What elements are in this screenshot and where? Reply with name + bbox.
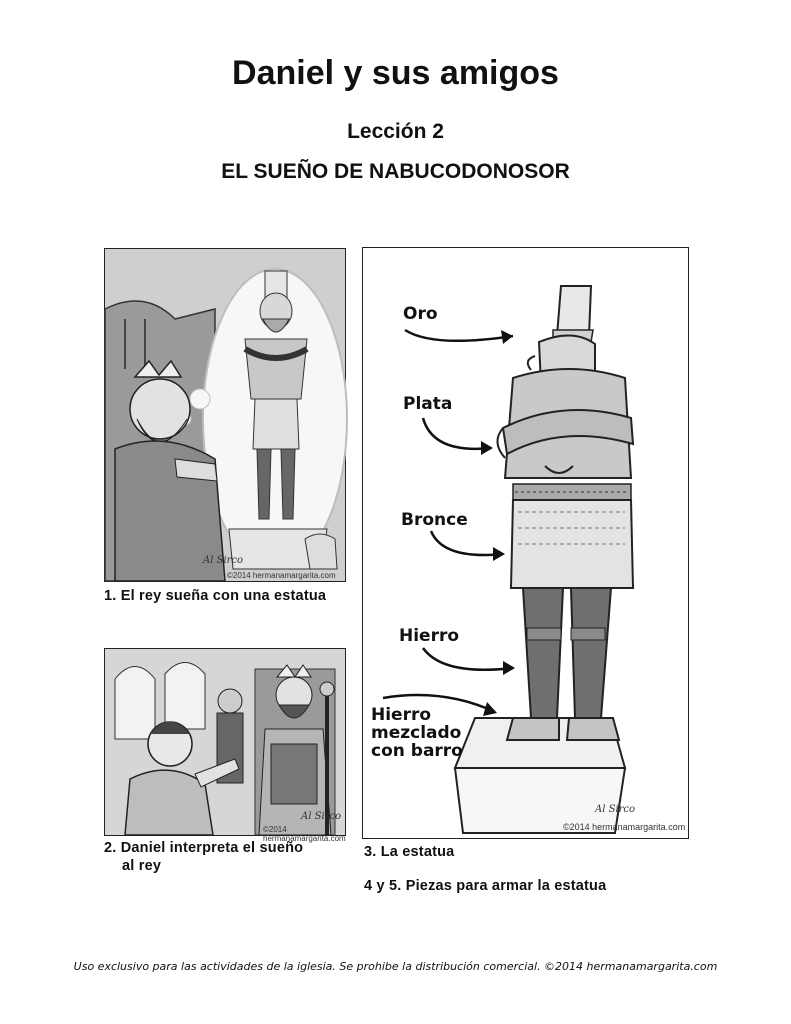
- page-footer: Uso exclusivo para las actividades de la iglesia. Se prohibe la distribución comercial. ©2014 hermanamargarita.com: [73, 960, 718, 973]
- daniel-interprets-illustration: [105, 649, 345, 835]
- copyright-watermark: ©2014 hermanamargarita.com: [263, 825, 346, 843]
- panel-2-caption-line-2: al rey: [122, 858, 162, 874]
- pieces-caption: 4 y 5. Piezas para armar la estatua: [364, 878, 607, 894]
- label-iron: Hierro: [399, 626, 460, 646]
- panel-2-caption-line-1: 2. Daniel interpreta el sueño: [104, 840, 304, 856]
- label-silver: Plata: [403, 394, 453, 414]
- label-bronze: Bronce: [401, 510, 468, 530]
- artist-signature: Al Sirco: [203, 555, 244, 566]
- artist-signature: Al Sirco: [595, 804, 636, 815]
- king-dreaming-illustration: [105, 249, 345, 581]
- lesson-number: Lección 2: [347, 120, 444, 143]
- label-iron-clay-3: con barro: [371, 741, 463, 761]
- panel-daniel-interprets: [104, 648, 346, 843]
- panel-1-caption: 1. El rey sueña con una estatua: [104, 588, 327, 604]
- copyright-watermark: ©2014 hermanamargarita.com: [227, 571, 336, 580]
- artist-signature: Al Sirco: [301, 811, 342, 822]
- label-gold: Oro: [403, 304, 438, 324]
- label-iron-clay-2: mezclado: [371, 723, 462, 743]
- page-title: Daniel y sus amigos: [232, 54, 559, 92]
- lesson-subtitle: EL SUEÑO DE NABUCODONOSOR: [221, 160, 570, 183]
- panel-3-caption: 3. La estatua: [364, 844, 455, 860]
- panel-king-dreaming: [104, 248, 346, 582]
- panel-statue: [362, 247, 689, 839]
- label-iron-clay-1: Hierro: [371, 705, 432, 725]
- copyright-watermark: ©2014 hermanamargarita.com: [563, 822, 686, 832]
